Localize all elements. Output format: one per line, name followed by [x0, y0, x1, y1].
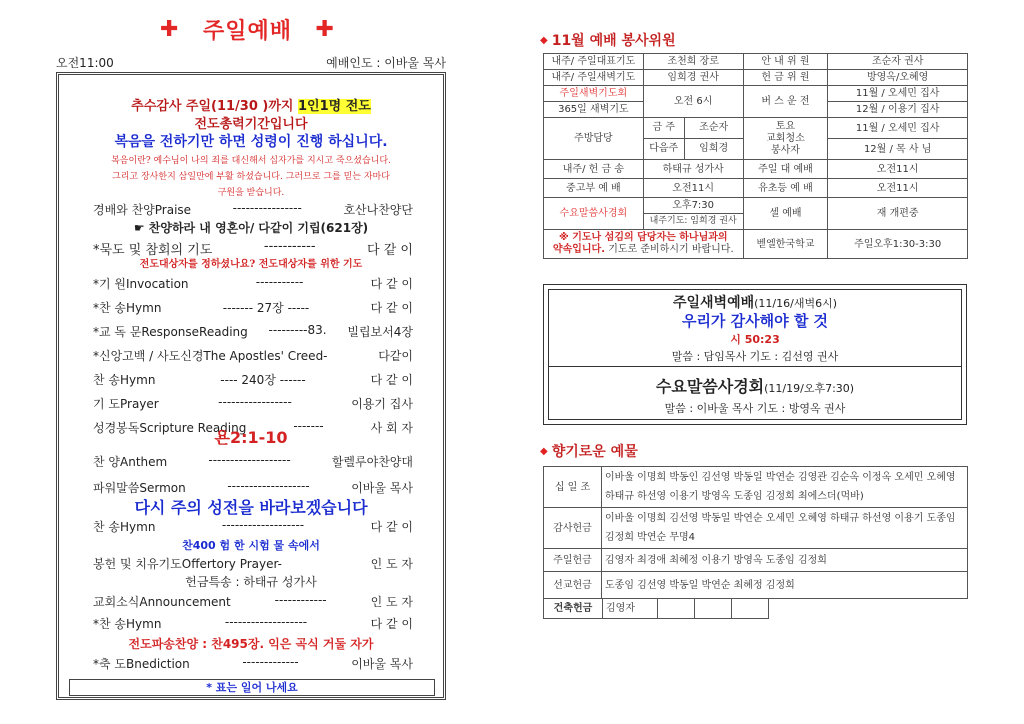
cell: 조순자 권사 — [828, 54, 968, 70]
cell: 내주/ 주일새벽기도 — [544, 70, 644, 86]
info-box — [543, 284, 967, 425]
cell — [769, 599, 969, 619]
cell: 주일헌금 — [544, 549, 602, 572]
table-row — [544, 549, 968, 572]
cell: 주일새벽기도회 — [544, 86, 644, 102]
duty-heading — [540, 30, 676, 50]
cell: 안 내 위 원 — [743, 54, 828, 70]
evangelism-line2: 전도총력기간입니다 — [194, 117, 308, 132]
list-item — [93, 323, 413, 347]
evangelism-highlight: 1인1명 전도 — [298, 99, 371, 114]
cell: 임희경 권사 — [643, 70, 743, 86]
cell: 11월 / 오세민 집사 — [828, 118, 968, 139]
dashes: ------------------- — [221, 518, 305, 532]
gospel-para2: 그리고 장사한지 삼일만에 부활 하셨습니다. 그러므로 그를 믿는 자마다 — [112, 172, 390, 182]
cell: 오전11시 — [643, 179, 743, 198]
dashes: ------------------- — [224, 615, 308, 629]
item-label: 경배와 찬양Praise — [93, 203, 192, 217]
dashes: ----------- — [263, 239, 316, 254]
worship-items-2 — [93, 453, 413, 501]
item-value: 다 같 이 — [370, 373, 413, 387]
service-info — [56, 54, 446, 71]
table-row — [544, 70, 968, 86]
cell: 오후7:30 — [643, 198, 743, 214]
duty-table — [543, 53, 968, 259]
list-item — [93, 275, 413, 299]
item-value: 할렐루야찬양대 — [331, 455, 413, 469]
cell: 주일오후1:30-3:30 — [828, 230, 968, 259]
table-row — [544, 179, 968, 198]
gospel-line: 복음을 전하기만 하면 성령이 진행 하십니다. — [114, 134, 388, 150]
scripture-ref: 욘2:1-10 — [214, 428, 288, 447]
cell: 오전 6시 — [643, 86, 743, 118]
item-label: *찬 송Hymn — [93, 301, 162, 315]
table-row — [544, 54, 968, 70]
item-value: 다 같 이 — [370, 520, 413, 534]
page-title — [160, 14, 335, 45]
item-label: 파워말씀Sermon — [93, 481, 186, 495]
cell: 12월 / 이용기 집사 — [828, 102, 968, 118]
item-value: 이바울 목사 — [351, 657, 413, 671]
offering-heading — [540, 441, 638, 461]
cell: 11월 / 오세민 집사 — [828, 86, 968, 102]
announce-row — [93, 593, 413, 610]
table-row — [544, 572, 968, 599]
diamond-icon: ◆ — [540, 34, 548, 46]
offering-row — [93, 555, 413, 572]
cross-icon: ✚ — [160, 17, 180, 42]
wed-when: (11/19/오후7:30) — [764, 382, 855, 395]
hymn3-row — [93, 518, 413, 535]
cell: 유초등 예 배 — [743, 179, 828, 198]
dashes: ------------ — [274, 593, 327, 607]
dawn-title: 주일새벽예배 — [672, 295, 755, 311]
dawn-verse: 시 50:23 — [730, 333, 780, 346]
item-label: 성경봉독Scripture Reading — [93, 421, 247, 435]
wed-people: 말씀 : 이바울 목사 기도 : 방영옥 권사 — [664, 402, 846, 415]
benediction-row — [93, 655, 413, 672]
cell: 헌 금 위 원 — [743, 70, 828, 86]
cell: 십 일 조 — [544, 467, 602, 508]
note-text: ※ 기도나 섬김의 담당자는 하나님과의 — [559, 232, 728, 243]
cell: 버 스 운 전 — [743, 86, 828, 118]
item-value: 이용기 집사 — [351, 397, 413, 411]
item-label: *묵도 및 참회의 기도 — [93, 243, 213, 258]
item-label: 찬 송Hymn — [93, 373, 156, 387]
item-value: 다 같 이 — [370, 617, 413, 631]
dashes: ------------------- — [208, 453, 291, 467]
table-row — [544, 230, 968, 259]
item-label: *교 독 문ResponseReading — [93, 325, 248, 339]
cell: 감사헌금 — [544, 508, 602, 549]
table-row — [544, 198, 968, 214]
cell — [544, 230, 744, 259]
offering-title: 향기로운 예물 — [551, 444, 638, 460]
table-row — [544, 467, 968, 508]
cell: 내주/ 주일대표기도 — [544, 54, 644, 70]
cell: 이바울 이명희 박동인 김선영 박동일 박연순 김영관 김순옥 이정옥 오세민 오혜영 하태규 하선영 이용기 방영옥 도종임 김정희 최에스더(먹바) — [602, 467, 968, 508]
cell: 12월 / 목 사 님 — [828, 139, 968, 160]
cell: 오전11시 — [828, 160, 968, 179]
cell: 다음주 — [644, 139, 685, 159]
title-text: 주일예배 — [202, 19, 292, 44]
list-item — [93, 453, 413, 479]
list-item — [93, 371, 413, 395]
cross-icon: ✚ — [315, 17, 335, 42]
cell: 셀 예배 — [743, 198, 828, 230]
cell: 도종임 김선영 박동일 박연순 최혜정 김정희 — [602, 572, 968, 599]
order-of-worship — [56, 72, 446, 700]
dawn-title-line — [549, 292, 961, 312]
item-value: 다같이 — [378, 349, 413, 363]
note-text: 기도로 준비하시기 바랍니다. — [605, 244, 734, 255]
item-label: *신앙고백 / 사도신경The Apostles' Creed- — [93, 349, 328, 363]
dashes: ---------83. — [268, 323, 327, 337]
worship-items — [93, 275, 413, 443]
cell: 조순자 — [699, 122, 729, 133]
list-item — [93, 299, 413, 323]
hymn4-row — [93, 615, 413, 632]
cell: 이바울 이명희 김선영 박동일 박연순 오세민 오혜영 하태규 하선영 이용기 도종임 김정희 박연순 무명4 — [602, 508, 968, 549]
item-value: 사 회 자 — [370, 421, 413, 435]
info-box-inner — [548, 289, 962, 420]
cell — [658, 599, 695, 619]
cell: 중고부 예 배 — [544, 179, 644, 198]
praise-row — [93, 201, 413, 218]
sermon-title: 다시 주의 성전을 바라보겠습니다 — [134, 498, 368, 517]
dashes: ------------- — [242, 655, 299, 669]
cell: 조천희 장로 — [643, 54, 743, 70]
cell: 김영자 최경애 최혜정 이용기 방영옥 도종임 김정희 — [602, 549, 968, 572]
cell: 금 주 — [644, 118, 685, 138]
dawn-people: 말씀 : 담임목사 기도 : 김선영 권사 — [671, 350, 839, 363]
dashes: ------- — [293, 419, 324, 433]
cell: 건축헌금 — [544, 599, 603, 619]
dashes: ----------------- — [218, 395, 292, 409]
diamond-icon: ◆ — [540, 445, 548, 457]
cell: 내주/ 헌 금 송 — [544, 160, 644, 179]
hymn3-title: 찬400 험 한 시험 물 속에서 — [182, 539, 320, 552]
item-value: 이바울 목사 — [351, 481, 413, 495]
wed-title: 수요말씀사경회 — [655, 377, 765, 396]
cell: 김영자 — [603, 599, 658, 619]
cell: 수요말씀사경회 — [544, 198, 644, 230]
divider — [549, 366, 961, 367]
item-value: 다 같 이 — [370, 301, 413, 315]
cell: 주일 대 예배 — [743, 160, 828, 179]
evangelism-line1 — [59, 95, 443, 114]
dawn-sermon: 우리가 감사해야 할 것 — [681, 312, 829, 330]
cell: 토요 교회청소 봉사자 — [743, 118, 828, 160]
cell — [732, 599, 769, 619]
cell: 365일 새벽기도 — [544, 102, 644, 118]
service-leader: 예배인도 : 이바울 목사 — [326, 56, 446, 70]
cell: 하태규 성가사 — [643, 160, 743, 179]
item-label: 찬 송Hymn — [93, 520, 156, 534]
table-row — [544, 599, 969, 619]
item-value: 호산나찬양단 — [343, 203, 413, 217]
gospel-para3: 구원을 받습니다. — [217, 188, 285, 198]
item-value: 다 같 이 — [370, 277, 413, 291]
dashes: ------------------- — [227, 479, 310, 493]
dashes: ------- 27장 ----- — [222, 301, 310, 315]
list-item — [93, 347, 413, 371]
prep-note: 전도대상자를 정하셨나요? 전도대상자를 위한 기도 — [139, 259, 363, 270]
note-text: 약속입니다. — [552, 244, 606, 255]
cell: 오전11시 — [828, 179, 968, 198]
item-label: 교회소식Announcement — [93, 595, 231, 609]
stand-note: * 표는 일어 나세요 — [69, 679, 435, 696]
item-label: *기 원Invocation — [93, 277, 189, 291]
table-row — [544, 508, 968, 549]
cell: 내주기도: 임희경 권사 — [643, 214, 743, 230]
item-label: *찬 송Hymn — [93, 617, 162, 631]
item-label: *축 도Bnediction — [93, 657, 190, 671]
offering-table — [543, 466, 968, 619]
wed-title-line — [549, 374, 961, 397]
cell: 재 개편중 — [828, 198, 968, 230]
list-item — [93, 395, 413, 419]
gospel-para1: 복음이란? 예수님이 나의 죄를 대신해서 십자가를 지시고 죽으셨습니다. — [111, 156, 391, 166]
item-label: 봉헌 및 치유기도Offertory Prayer- — [93, 557, 282, 571]
table-row — [544, 160, 968, 179]
item-label: 찬 양Anthem — [93, 455, 168, 469]
cell: 주방담당 — [544, 118, 644, 160]
table-row — [544, 86, 968, 102]
item-value: 빌립보서4장 — [347, 325, 413, 339]
cell: 벧엘한국학교 — [743, 230, 828, 259]
item-label: 기 도Prayer — [93, 397, 159, 411]
sending-hymn: 전도파송찬양 : 찬495장. 익은 곡식 거둘 자가 — [128, 637, 374, 651]
duty-title: 11월 예배 봉사위원 — [551, 33, 676, 49]
item-value: 인 도 자 — [370, 557, 413, 571]
dashes: ---- 240장 ------ — [220, 373, 306, 387]
item-value: 인 도 자 — [370, 595, 413, 609]
item-value: 다 같 이 — [367, 243, 413, 258]
praise-song: ☛ 찬양하라 내 영혼아/ 다같이 기립(621장) — [133, 221, 369, 235]
table-row — [544, 118, 968, 139]
cell: 선교헌금 — [544, 572, 602, 599]
cell: 임희경 — [699, 143, 729, 154]
cell: 방영옥/오혜영 — [828, 70, 968, 86]
cell — [695, 599, 732, 619]
special-song: 헌금특송 : 하태규 성가사 — [185, 575, 317, 589]
dawn-when: (11/16/새벽6시) — [754, 297, 838, 310]
dashes: ---------------- — [232, 201, 302, 215]
evangelism-text: 추수감사 주일(11/30 )까지 — [131, 99, 298, 114]
service-time: 오전11:00 — [56, 56, 114, 70]
dashes: ----------- — [255, 275, 304, 289]
